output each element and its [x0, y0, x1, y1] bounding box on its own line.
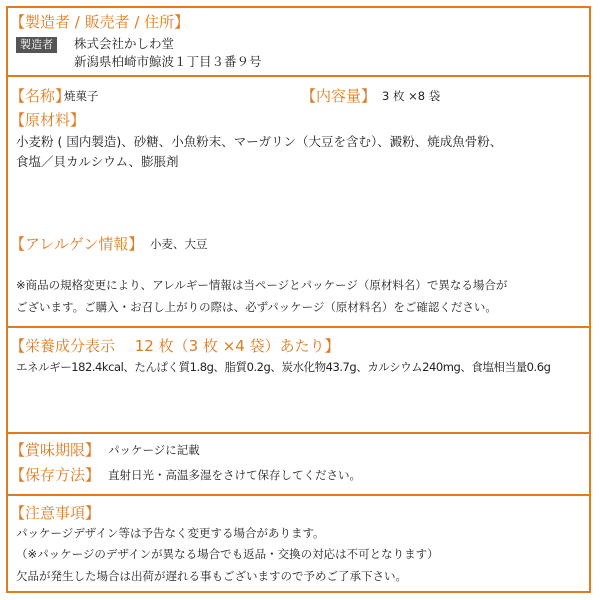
- allergy-note-line-1: ※商品の規格変更により、アレルギー情報は当ページとパッケージ（原材料名）で異なる場合が: [16, 278, 508, 292]
- allergy-value: 小麦、大豆: [150, 237, 208, 251]
- expiry-heading: 【賞味期限】: [10, 441, 101, 459]
- allergy-heading: 【アレルゲン情報】: [10, 235, 144, 253]
- storage-heading: 【保存方法】: [10, 466, 101, 484]
- divider-1: [8, 75, 591, 77]
- notes-line-3: 欠品が発生した場合は出荷が遅れる事もございますので予めご了承下さい。: [16, 569, 407, 583]
- manufacturer-heading: 【製造者 / 販売者 / 住所】: [10, 13, 190, 31]
- ingredients-line-2: 食塩／貝カルシウム、膨脹剤: [16, 154, 179, 169]
- divider-4: [8, 494, 591, 496]
- nutrition-value: エネルギー182.4kcal、たんぱく質1.8g、脂質0.2g、炭水化物43.7g、カルシウム240mg、食塩相当量0.6g: [16, 360, 551, 374]
- storage-value: 直射日光・高温多湿をさけて保存してください。: [108, 468, 361, 482]
- ingredients-heading: 【原材料】: [10, 111, 86, 129]
- nutrition-heading: 【栄養成分表示 12 枚（3 枚 ×4 袋）あたり】: [10, 337, 340, 355]
- divider-2: [8, 326, 591, 328]
- notes-line-2: （※パッケージのデザインが異なる場合でも返品・交換の対応は不可となります）: [16, 547, 439, 561]
- product-name-value: 焼菓子: [64, 89, 99, 103]
- notes-line-1: パッケージデザイン等は予告なく変更する場合があります。: [16, 526, 325, 540]
- product-name-heading: 【名称】: [10, 87, 71, 105]
- notes-heading: 【注意事項】: [10, 504, 101, 522]
- company-address: 新潟県柏崎市鯨波１丁目３番９号: [74, 54, 262, 69]
- manufacturer-badge: 製造者: [16, 37, 57, 53]
- content-value: 3 枚 ×8 袋: [382, 89, 441, 103]
- expiry-value: パッケージに記載: [108, 443, 200, 457]
- company-name: 株式会社かしわ堂: [74, 36, 175, 51]
- content-heading: 【内容量】: [301, 87, 377, 105]
- allergy-note-line-2: ございます。ご購入・お召し上がりの際は、必ずパッケージ（原材料名）をご確認ください。: [16, 300, 497, 314]
- ingredients-line-1: 小麦粉 ( 国内製造)、砂糖、小魚粉末、マーガリン（大豆を含む）、澱粉、焼成魚骨粉、: [16, 134, 503, 149]
- divider-3: [8, 432, 591, 434]
